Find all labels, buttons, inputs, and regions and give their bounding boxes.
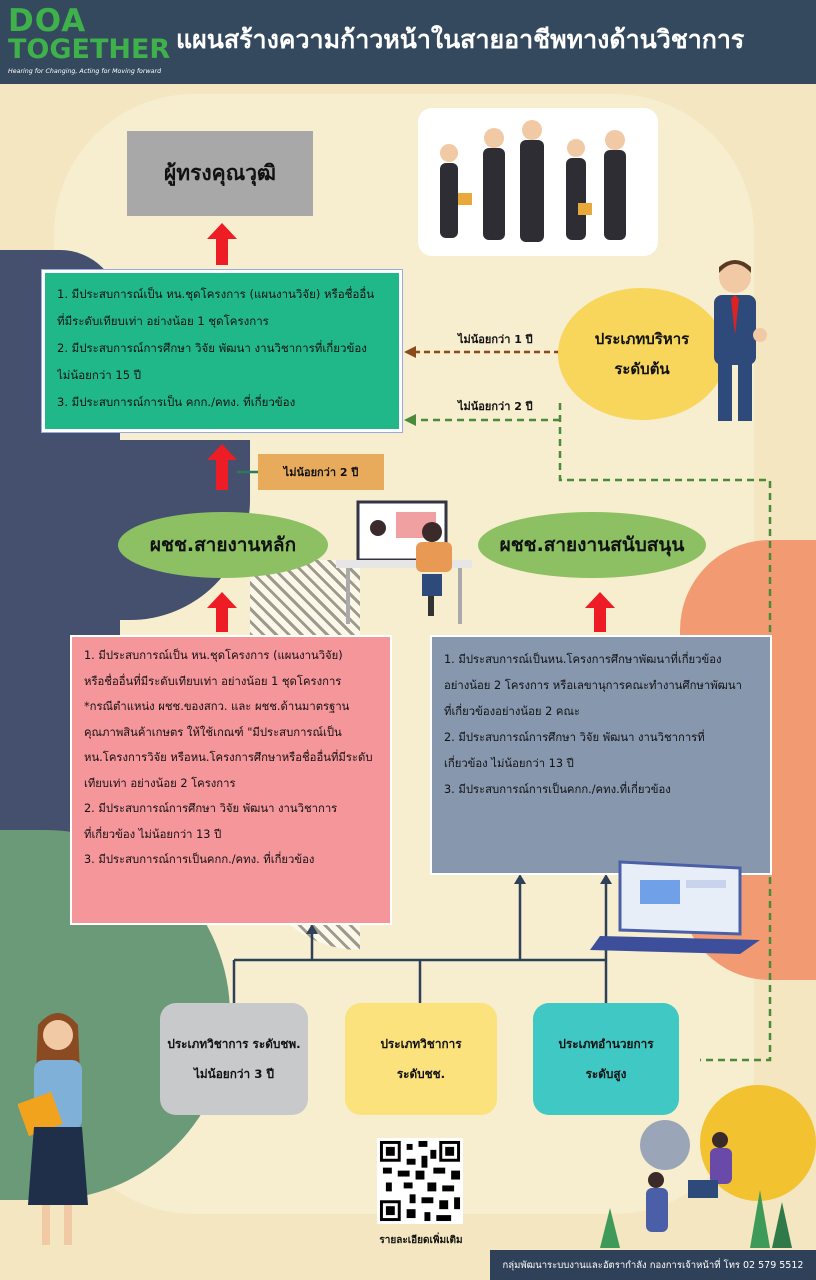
requirement-item: 1. มีประสบการณ์เป็น หน.ชุดโครงการ (แผนงานวิจัย)	[84, 649, 343, 662]
qr-caption: รายละเอียดเพิ่มเติม	[379, 1235, 463, 1246]
requirement-item: ไม่น้อยกว่า 15 ปี	[57, 368, 141, 382]
requirement-item: เกี่ยวข้อง ไม่น้อยกว่า 13 ปี	[444, 757, 574, 770]
requirement-item: อย่างน้อย 2 โครงการ หรือเลขานุการคณะทำงานศึกษาพัฒนา	[444, 679, 742, 692]
page-title: แผนสร้างความก้าวหน้าในสายอาชีพทางด้านวิชาการ	[176, 25, 745, 54]
requirement-item: 1. มีประสบการณ์เป็นหน.โครงการศึกษาพัฒนาที่เกี่ยวข้อง	[444, 653, 722, 666]
support-line-expert-oval: ผชช.สายงานสนับสนุน	[478, 512, 706, 578]
main-line-requirements	[70, 635, 392, 925]
card-line: ไม่น้อยกว่า 3 ปี	[193, 1067, 275, 1081]
video-call-desk-illustration	[336, 498, 472, 628]
executive-line2: ระดับต้น	[614, 360, 670, 378]
requirement-item: ที่เกี่ยวข้อง ไม่น้อยกว่า 13 ปี	[84, 827, 222, 841]
requirement-item: 2. มีประสบการณ์การศึกษา วิจัย พัฒนา งานวิชาการที่	[444, 731, 705, 744]
director-senior-card	[533, 1003, 679, 1115]
requirement-item: 3. มีประสบการณ์การเป็นคกก./คทง.ที่เกี่ยวข้อง	[444, 783, 671, 796]
academic-expert-card	[345, 1003, 497, 1115]
qualified-expert-box: ผู้ทรงคุณวุฒิ	[127, 131, 313, 216]
requirement-item: *กรณีตำแหน่ง ผชช.ของสกว. และ ผชช.ด้านมาตรฐาน	[84, 700, 350, 713]
requirement-item: 2. มีประสบการณ์การศึกษา วิจัย พัฒนา งานวิชาการ	[84, 802, 338, 815]
requirement-item: คุณภาพสินค้าเกษตร ให้ใช้เกณฑ์ "มีประสบการณ์เป็น	[84, 725, 342, 739]
requirement-item: หน.โครงการวิจัย หรือหน.โครงการศึกษาหรือชื่ออื่นที่มีระดับ	[84, 751, 373, 764]
card-line: ประเภทวิชาการ ระดับชพ.	[167, 1037, 301, 1051]
academic-professional-card	[160, 1003, 308, 1115]
logo-text-doa: DOA	[8, 3, 87, 39]
requirement-item: 3. มีประสบการณ์การเป็น คกก./คทง. ที่เกี่ยวข้อง	[57, 395, 296, 409]
requirement-item: 2. มีประสบการณ์การศึกษา วิจัย พัฒนา งานวิชาการที่เกี่ยวข้อง	[57, 341, 367, 355]
requirement-item: หรือชื่ออื่นที่มีระดับเทียบเท่า อย่างน้อย 1 ชุดโครงการ	[84, 674, 342, 688]
requirement-item: ที่เกี่ยวข้องอย่างน้อย 2 คณะ	[444, 705, 580, 718]
requirement-item: 3. มีประสบการณ์การเป็นคกก./คทง. ที่เกี่ยวข้อง	[84, 853, 315, 866]
logo-tagline: Hearing for Changing, Acting for Moving forward	[8, 68, 162, 75]
laptop-dashboard-illustration	[590, 858, 760, 958]
duration-tag-2-years: ไม่น้อยกว่า 2 ปี	[258, 454, 384, 490]
card-line: ระดับชช.	[396, 1067, 446, 1081]
logo-text-together: TOGETHER	[8, 34, 171, 65]
card-line: ประเภทอำนวยการ	[558, 1037, 654, 1051]
requirement-item: เทียบเท่า อย่างน้อย 2 โครงการ	[84, 776, 236, 790]
card-line: ประเภทวิชาการ	[380, 1037, 462, 1051]
duration-label-1-year: ไม่น้อยกว่า 1 ปี	[458, 333, 533, 346]
executive-line1: ประเภทบริหาร	[594, 330, 690, 348]
card-line: ระดับสูง	[585, 1067, 627, 1081]
qr-code[interactable]	[377, 1138, 463, 1224]
duration-label-2-years: ไม่น้อยกว่า 2 ปี	[458, 400, 533, 413]
main-line-expert-oval: ผชช.สายงานหลัก	[118, 512, 328, 578]
woman-holding-folder-illustration	[18, 1005, 98, 1255]
requirement-item: 1. มีประสบการณ์เป็น หน.ชุดโครงการ (แผนงานวิจัย) หรือชื่ออื่น	[57, 287, 375, 301]
requirement-item: ที่มีระดับเทียบเท่า อย่างน้อย 1 ชุดโครงการ	[57, 314, 269, 328]
businessman-thumbs-up-illustration	[700, 255, 770, 425]
team-working-illustration	[600, 1130, 800, 1248]
footer-contact: กลุ่มพัฒนาระบบงานและอัตรากำลัง กองการเจ้าหน้าที่ โทร 02 579 5512	[490, 1250, 816, 1280]
support-line-requirements	[430, 635, 772, 875]
